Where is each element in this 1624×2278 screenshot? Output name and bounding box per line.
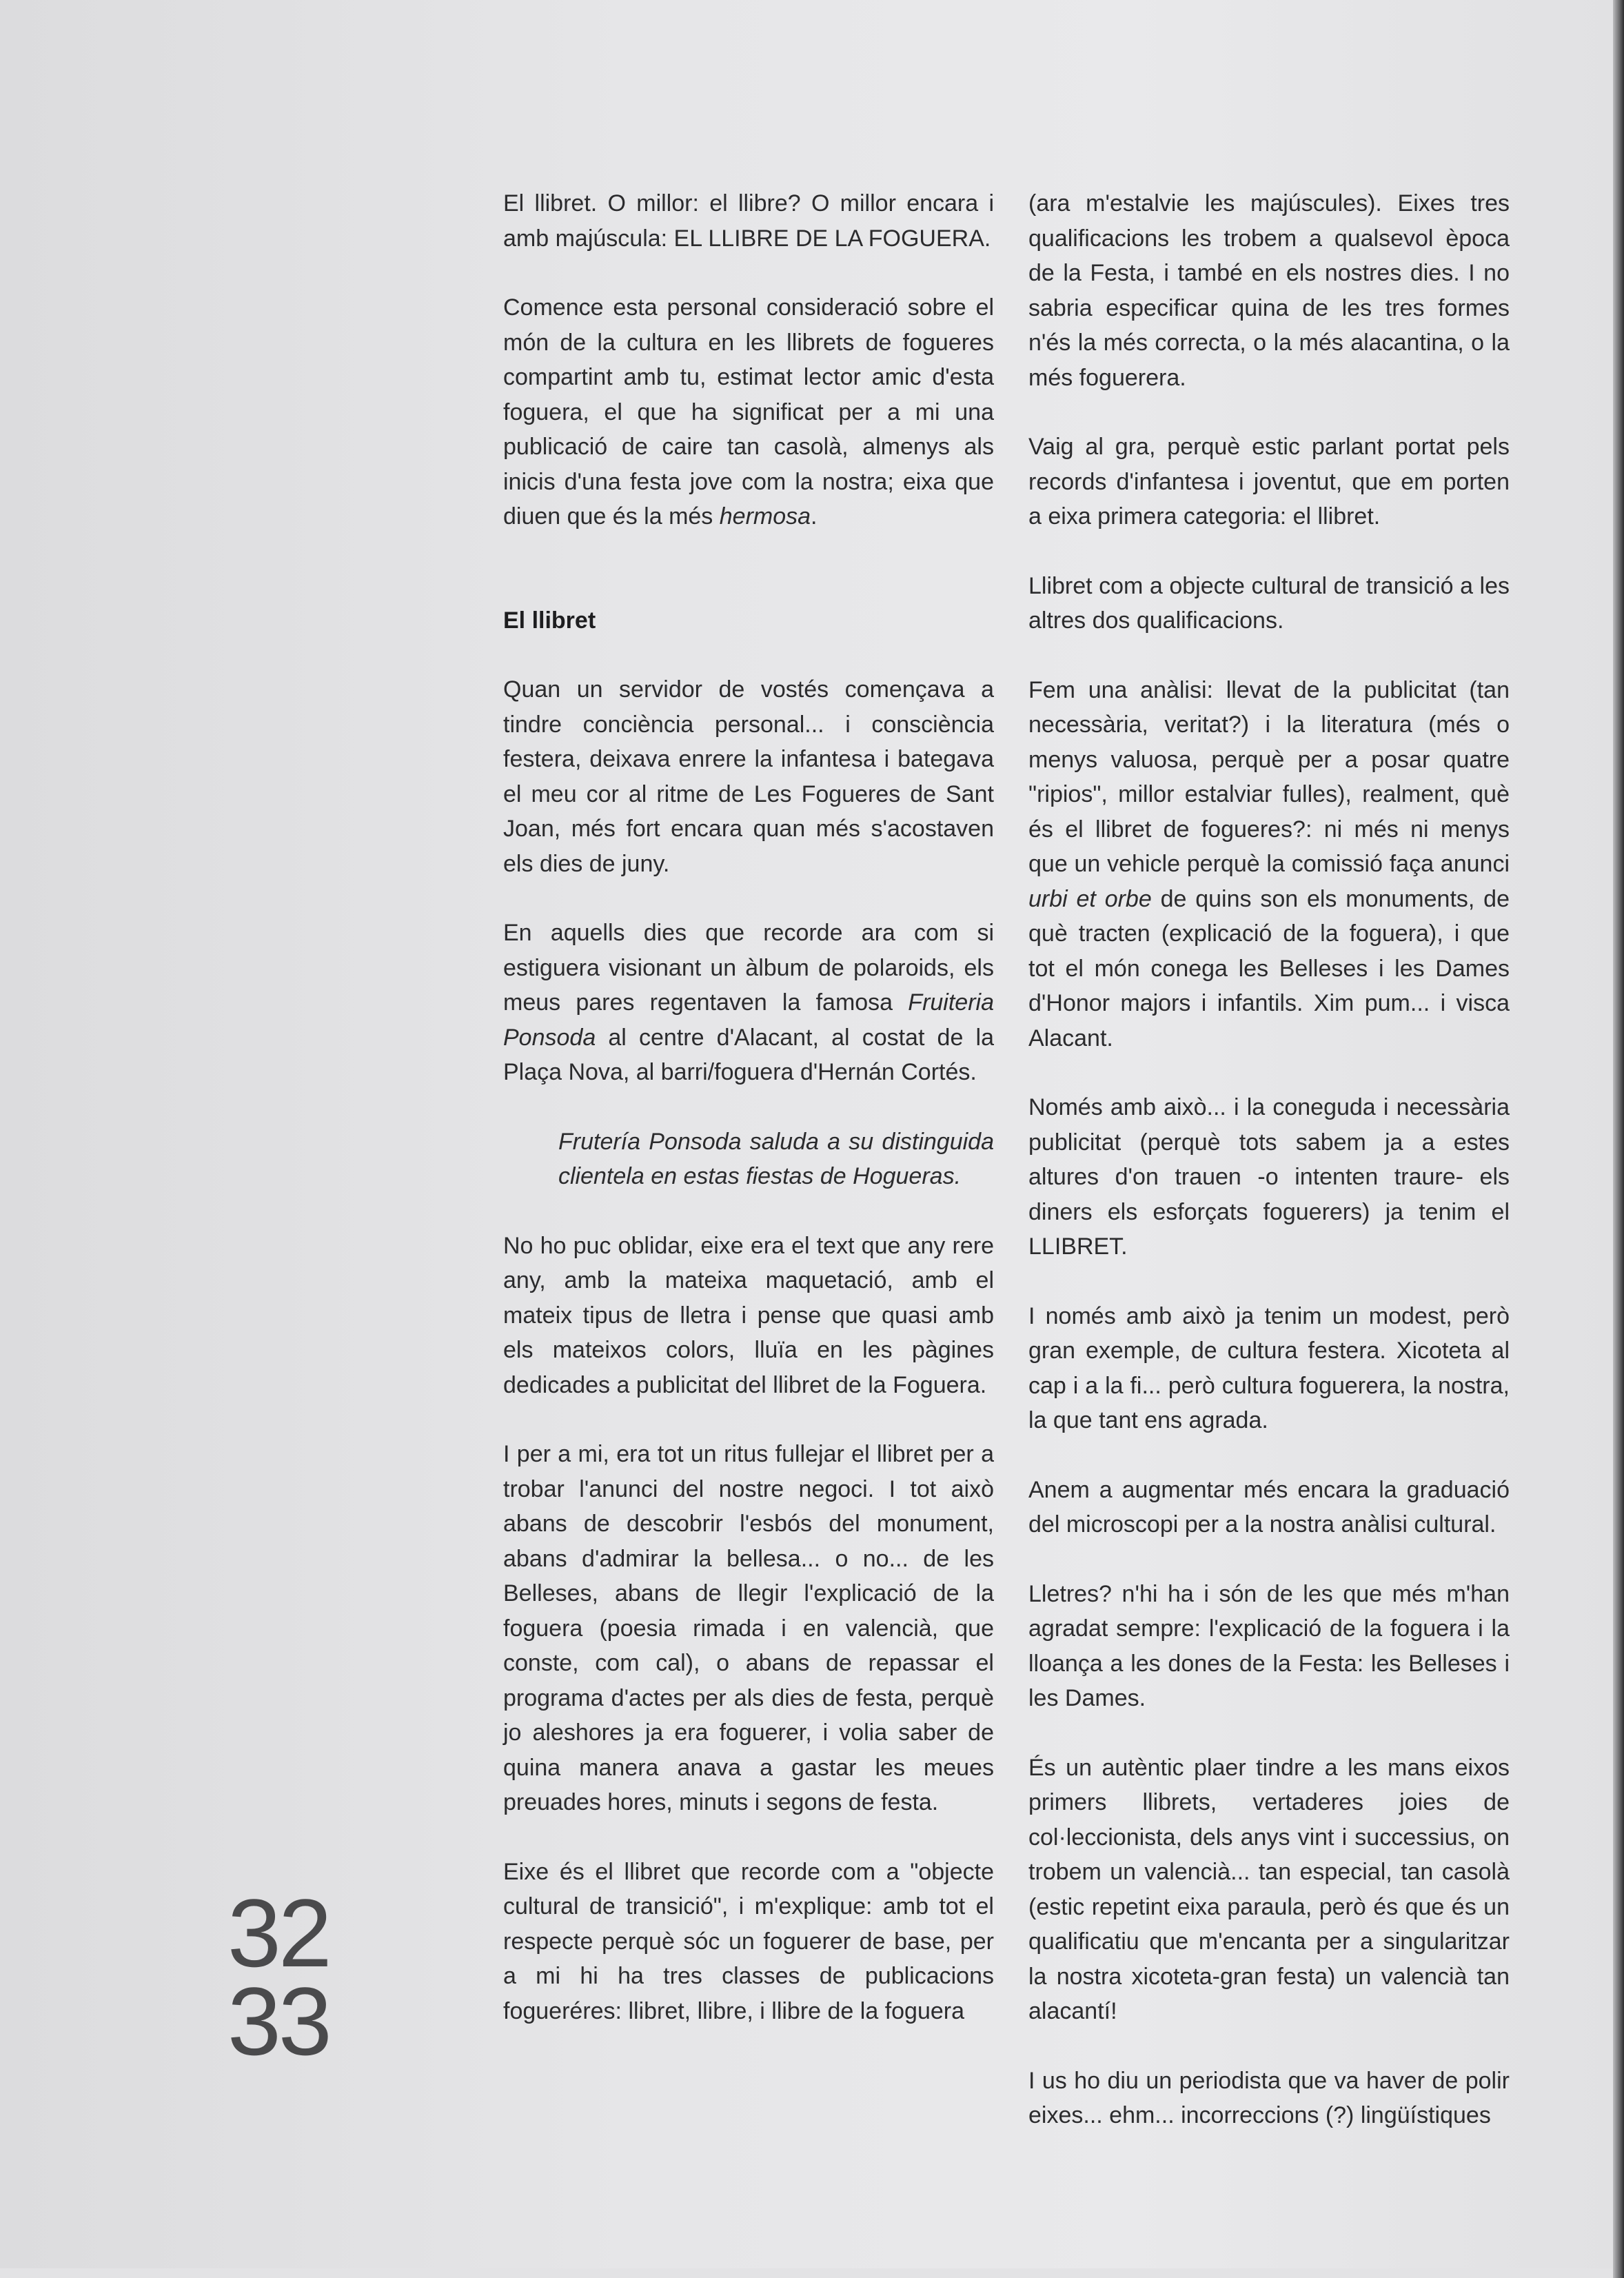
left-column xyxy=(503,186,994,2063)
body-paragraph: No ho puc oblidar, eixe era el text que any rere any, amb la mateixa maquetació, amb el mateix tipus de lletra i pense que quasi amb els mateixos colors, lluïa en les pàgines dedicades a publicitat del llibret de la Foguera. xyxy=(503,1232,994,1398)
body-paragraph: Anem a augmentar més encara la graduació del microscopi per a la nostra anàlisi cultural. xyxy=(1028,1476,1510,1538)
text-run: . xyxy=(811,503,818,530)
quote-block xyxy=(503,1125,994,1194)
page-number xyxy=(227,1879,329,2075)
body-paragraph: Lletres? n'hi ha i són de les que més m'han agradat sempre: l'explicació de la foguera i la lloança a les dones de la Festa: les Belleses i les Dames. xyxy=(1028,1580,1510,1711)
body-paragraph: Llibret com a objecte cultural de transició a les altres dos qualificacions. xyxy=(1028,572,1510,634)
body-paragraph xyxy=(503,916,994,1090)
body-paragraph: És un autèntic plaer tindre a les mans eixos primers llibrets, vertaderes joies de col·leccionista, dels anys vint i successius, on trobem un valencià... tan especial, tan casolà (estic repetint eixa paraula, però és que és un qualificatiu que m'encanta per a singularitzar la nostra xicoteta-gran festa) un valencià tan alacantí! xyxy=(1028,1754,1510,2024)
body-paragraph: I només amb això ja tenim un modest, però gran exemple, de cultura festera. Xicoteta al cap i a la fi... però cultura foguerera, la nostra, la que tant ens agrada. xyxy=(1028,1302,1510,1433)
page-number-left: 32 xyxy=(227,1879,329,1987)
body-paragraph: Vaig al gra, perquè estic parlant portat pels records d'infantesa i joventut, que em porten a eixa primera categoria: el llibret. xyxy=(1028,434,1510,530)
body-paragraph: Només amb això... i la coneguda i necessària publicitat (perquè tots sabem ja a estes altures d'on trauen -o intenten traure- els diners els esforçats foguerers) ja tenim el LLIBRET. xyxy=(1028,1094,1510,1260)
section-heading: El llibret xyxy=(503,607,596,634)
emphasis: urbi et orbe xyxy=(1028,885,1152,912)
body-paragraph: Eixe és el llibret que recorde com a "objecte cultural de transició", i m'explique: amb tot el respecte perquè sóc un foguerer de base, per a mi hi ha tres classes de publicacions fogueréres: llibret, llibre, i llibre de la foguera xyxy=(503,1858,994,2024)
quote-text: Frutería Ponsoda saluda a su distinguida clientela en estas fiestas de Hogueras. xyxy=(558,1128,994,1189)
right-column xyxy=(1028,186,1510,2168)
body-paragraph: Quan un servidor de vostés començava a tindre conciència personal... i consciència festera, deixava enrere la infantesa i bategava el meu cor al ritme de Les Fogueres de Sant Joan, més fort encara quan més s'acostaven els dies de juny. xyxy=(503,676,994,877)
intro-paragraph: El llibret. O millor: el llibre? O millor encara i amb majúscula: EL LLIBRE DE LA FOGUERA. xyxy=(503,190,994,252)
text-run: Fem una anàlisi: llevat de la publicitat (tan necessària, veritat?) i la literatura (més o menys valuosa, perquè per a posar quatre "ripios", millor estalviar fulles), realment, què és el llibret de fogueres?: ni més ni menys que un vehicle perquè la comissió faça anunci xyxy=(1028,676,1510,877)
body-paragraph xyxy=(1028,673,1510,1056)
page-edge-shadow xyxy=(1613,0,1624,2278)
emphasis: Fruiteria Ponsoda xyxy=(503,989,994,1051)
emphasis: hermosa xyxy=(719,503,811,530)
text-run: al centre d'Alacant, al costat de la Plaça Nova, al barri/foguera d'Hernán Cortés. xyxy=(503,1024,994,1085)
text-run: de quins son els monuments, de què tracten (explicació de la foguera), i que tot el món conega les Belleses i les Dames d'Honor majors i infantils. Xim pum... i visca Alacant. xyxy=(1028,885,1510,1051)
text-run: Comence esta personal consideració sobre el món de la cultura en les llibrets de fogueres compartint amb tu, estimat lector amic d'esta foguera, el que ha significat per a mi una publicació de caire tan casolà, almenys als inicis d'una festa jove com la nostra; eixa que diuen que és la més xyxy=(503,294,994,530)
body-paragraph: I us ho diu un periodista que va haver de polir eixes... ehm... incorreccions (?) lingüístiques xyxy=(1028,2067,1510,2128)
body-paragraph: I per a mi, era tot un ritus fullejar el llibret per a trobar l'anunci del nostre negoci. I tot això abans de descobrir l'esbós del monument, abans d'admirar la bellesa... o no... de les Belleses, abans de llegir l'explicació de la foguera (poesia rimada i en valencià, que conste, com cal), o abans de repassar el programa d'actes per als dies de festa, perquè jo aleshores ja era foguerer, i volia saber de quina manera anava a gastar les meues preuades hores, minuts i segons de festa. xyxy=(503,1441,994,1815)
text-run: En aquells dies que recorde ara com si estiguera visionant un àlbum de polaroids, els meus pares regentaven la famosa xyxy=(503,920,994,1016)
intro-paragraph-2 xyxy=(503,290,994,534)
page-number-right: 33 xyxy=(227,1967,329,2075)
body-paragraph: (ara m'estalvie les majúscules). Eixes tres qualificacions les trobem a qualsevol època de la Festa, i també en els nostres dies. I no sabria especificar quina de les tres formes n'és la més correcta, o la més alacantina, o la més foguerera. xyxy=(1028,190,1510,391)
